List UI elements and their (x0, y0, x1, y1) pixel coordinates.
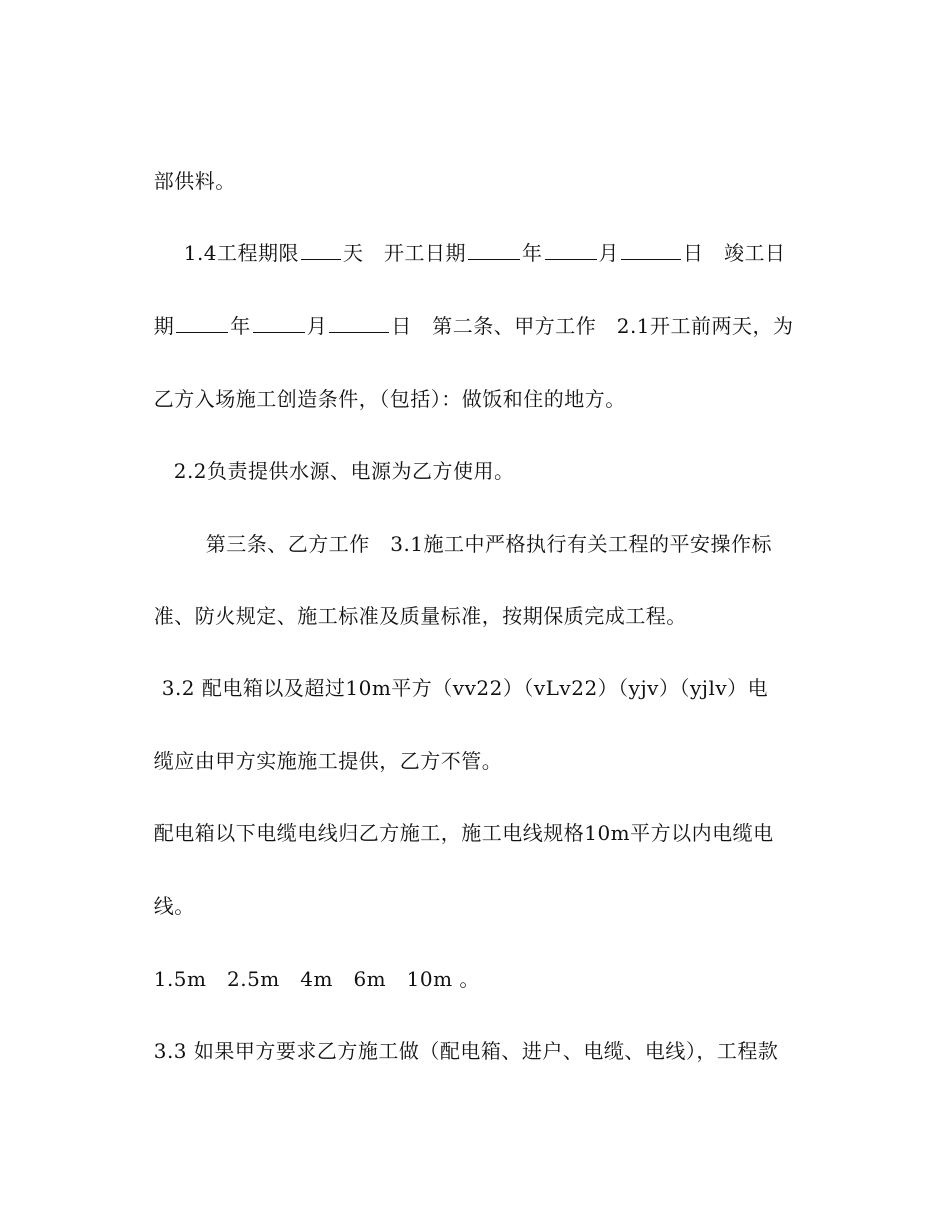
unit-day: 日 (683, 241, 704, 265)
unit-days: 天 (343, 241, 364, 265)
blank-end-day (329, 314, 389, 333)
text-line-10 (140, 797, 774, 845)
article-2-heading: 第二条、甲方工作 (432, 314, 597, 338)
completion-date-label-end: 期 (153, 314, 175, 338)
blank-days (301, 241, 341, 260)
text-line-3 (140, 290, 794, 338)
text-line-6 (192, 508, 772, 556)
text-line-11 (140, 870, 195, 918)
unit-day: 日 (391, 314, 412, 338)
text-line-1 (140, 145, 236, 193)
blank-end-year (176, 314, 228, 333)
wire-sizes: 1.5m 2.5m 4m 6m 10m 。 (153, 967, 480, 991)
clause-3-2: 3.2 配电箱以及超过10m平方（vv22）（vLv22）（yjv）（yjlv）电 (161, 676, 769, 700)
clause-3-1-cont: 准、防火规定、施工标准及质量标准，按期保质完成工程。 (153, 604, 687, 628)
clause-3-1: 3.1施工中严格执行有关工程的平安操作标 (390, 532, 773, 556)
blank-end-month (253, 314, 305, 333)
article-3-heading: 第三条、乙方工作 (205, 532, 370, 556)
text-line-2 (170, 217, 786, 265)
text-line-9 (140, 725, 502, 773)
unit-month: 月 (598, 241, 620, 265)
clause-3-2-cont: 缆应由甲方实施施工提供，乙方不管。 (153, 749, 503, 773)
paragraph-tail: 部供料。 (153, 169, 236, 193)
unit-year: 年 (230, 314, 251, 338)
clause-1-4-label: 1.4工程期限 (183, 241, 300, 265)
clause-3-2-wiring-cont: 线。 (153, 894, 195, 918)
unit-year: 年 (522, 241, 543, 265)
text-line-13 (140, 1015, 778, 1063)
completion-date-label: 竣工日 (724, 241, 786, 265)
clause-3-2-wiring: 配电箱以下电缆电线归乙方施工，施工电线规格10m平方以内电缆电 (153, 821, 774, 845)
clause-2-1-cont: 乙方入场施工创造条件，（包括）：做饭和住的地方。 (153, 387, 626, 411)
text-line-12 (140, 943, 480, 991)
unit-month: 月 (306, 314, 328, 338)
text-line-5 (160, 435, 515, 483)
clause-3-3: 3.3 如果甲方要求乙方施工做（配电箱、进户、电缆、电线），工程款 (153, 1039, 779, 1063)
blank-start-day (621, 241, 681, 260)
blank-start-year (468, 241, 520, 260)
start-date-label: 开工日期 (384, 241, 467, 265)
clause-2-2: 2.2负责提供水源、电源为乙方使用。 (173, 459, 515, 483)
text-line-8 (148, 652, 768, 700)
blank-start-month (545, 241, 597, 260)
clause-2-1: 2.1开工前两天，为 (616, 314, 794, 338)
text-line-7 (140, 580, 687, 628)
text-line-4 (140, 363, 626, 411)
